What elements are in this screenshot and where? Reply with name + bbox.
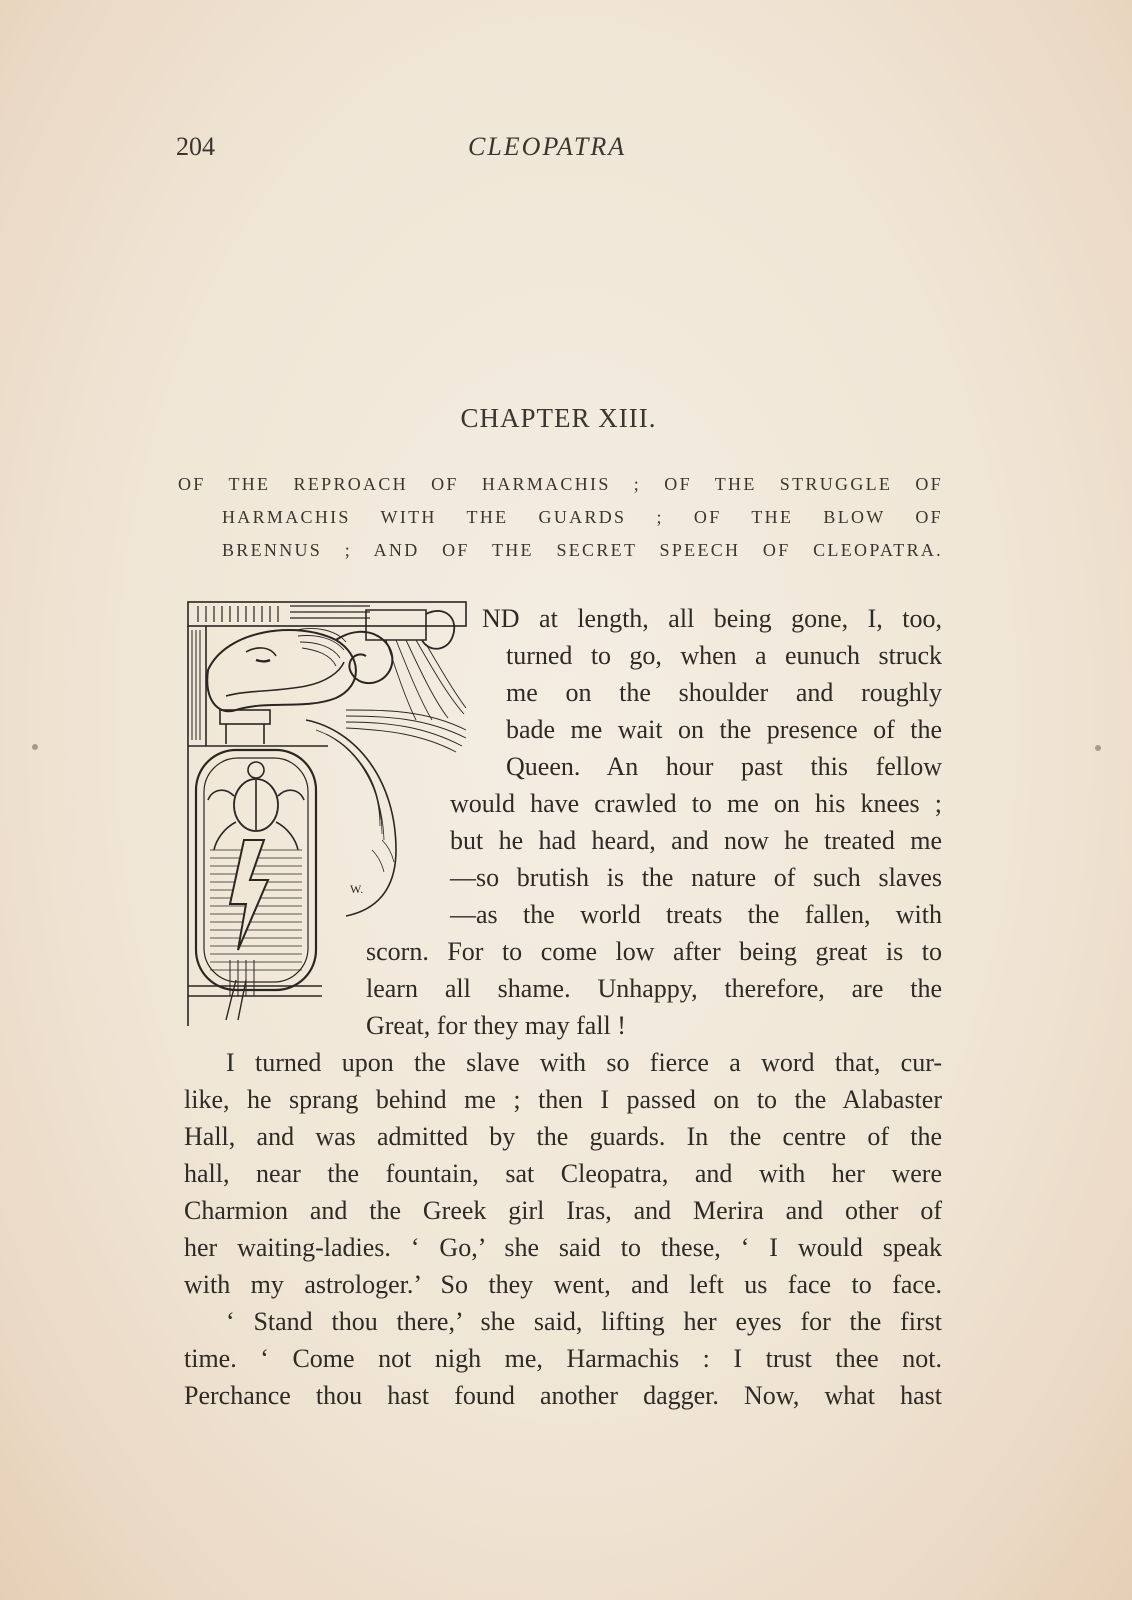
text-line: —so brutish is the nature of such slaves — [450, 863, 942, 892]
text-line: scorn. For to come low after being great is to — [366, 937, 942, 966]
text-line: Hall, and was admitted by the guards. In the centre of the — [184, 1122, 942, 1151]
text-line: Great, for they may fall ! — [366, 1011, 626, 1040]
running-title: CLEOPATRA — [468, 132, 627, 161]
illustrator-signature: W. — [350, 882, 364, 896]
text-line: Queen. An hour past this fellow — [506, 752, 942, 781]
text-line: but he had heard, and now he treated me — [450, 826, 942, 855]
page-mark-right — [1095, 745, 1101, 751]
text-line: —as the world treats the fallen, with — [450, 900, 942, 929]
text-line: Charmion and the Greek girl Iras, and Merira and other of — [184, 1196, 942, 1225]
text-line: with my astrologer.’ So they went, and left us face to face. — [184, 1270, 942, 1299]
text-line: turned to go, when a eunuch struck — [506, 641, 942, 670]
argument-line: BRENNUS ; AND OF THE SECRET SPEECH OF CLEOPATRA. — [222, 540, 943, 560]
text-line: learn all shame. Unhappy, therefore, are the — [366, 974, 942, 1003]
text-line: time. ‘ Come not nigh me, Harmachis : I trust thee not. — [184, 1344, 942, 1373]
text-line: ND at length, all being gone, I, too, — [482, 604, 942, 633]
text-line: would have crawled to me on his knees ; — [450, 789, 942, 818]
text-line: me on the shoulder and roughly — [506, 678, 942, 707]
text-line: like, he sprang behind me ; then I passed on to the Alabaster — [184, 1085, 942, 1114]
running-head — [176, 132, 941, 172]
text-line: bade me wait on the presence of the — [506, 715, 942, 744]
text-line: ‘ Stand thou there,’ she said, lifting her eyes for the first — [226, 1307, 942, 1336]
chapter-heading: CHAPTER XIII. — [460, 403, 657, 433]
text-line: hall, near the fountain, sat Cleopatra, and with her were — [184, 1159, 942, 1188]
text-line: Perchance thou hast found another dagger. Now, what hast — [184, 1381, 942, 1410]
chapter-argument — [178, 468, 943, 567]
text-line: her waiting-ladies. ‘ Go,’ she said to these, ‘ I would speak — [184, 1233, 942, 1262]
text-line: I turned upon the slave with so fierce a word that, cur- — [226, 1048, 942, 1077]
page-number: 204 — [176, 132, 215, 161]
argument-line: OF THE REPROACH OF HARMACHIS ; OF THE STRUGGLE OF — [178, 474, 943, 494]
argument-line: HARMACHIS WITH THE GUARDS ; OF THE BLOW OF — [222, 507, 943, 527]
page-mark-left — [32, 744, 38, 750]
